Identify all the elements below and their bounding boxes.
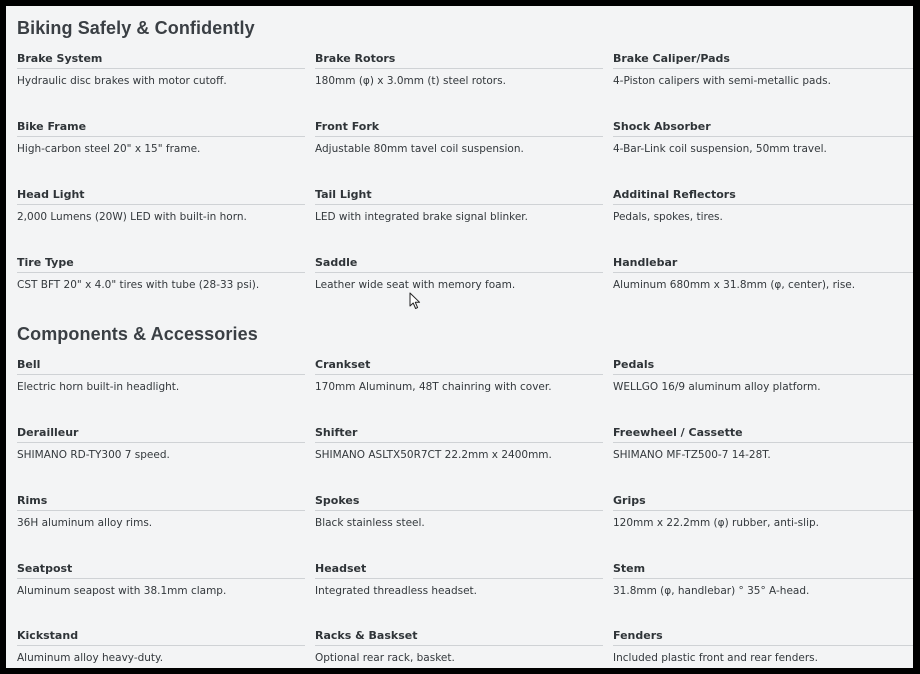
spec-value: Aluminum seapost with 38.1mm clamp. xyxy=(17,585,227,597)
spec-label: Bike Frame xyxy=(17,120,305,137)
spec-label: Tire Type xyxy=(17,256,305,273)
spec-grips xyxy=(613,494,913,529)
spec-label: Saddle xyxy=(315,256,603,273)
spec-value: 120mm x 22.2mm (φ) rubber, anti-slip. xyxy=(613,517,819,529)
spec-reflectors xyxy=(613,188,913,223)
spec-label: Brake Rotors xyxy=(315,52,603,69)
spec-label: Shock Absorber xyxy=(613,120,913,137)
spec-value: Pedals, spokes, tires. xyxy=(613,211,723,223)
spec-bike-frame xyxy=(17,120,305,155)
spec-spokes xyxy=(315,494,603,529)
spec-label: Racks & Baskset xyxy=(315,629,603,646)
spec-label: Shifter xyxy=(315,426,603,443)
spec-value: Aluminum 680mm x 31.8mm (φ, center), rise. xyxy=(613,279,856,291)
spec-value: Electric horn built-in headlight. xyxy=(17,381,180,393)
spec-label: Crankset xyxy=(315,358,603,375)
spec-head-light xyxy=(17,188,305,223)
spec-value: Black stainless steel. xyxy=(315,517,425,529)
spec-brake-rotors xyxy=(315,52,603,87)
spec-label: Brake System xyxy=(17,52,305,69)
spec-kickstand xyxy=(17,629,305,664)
spec-derailleur xyxy=(17,426,305,461)
spec-value: Leather wide seat with memory foam. xyxy=(315,279,516,291)
spec-crankset xyxy=(315,358,603,393)
spec-front-fork xyxy=(315,120,603,155)
spec-label: Kickstand xyxy=(17,629,305,646)
spec-bell xyxy=(17,358,305,393)
spec-seatpost xyxy=(17,562,305,597)
spec-label: Seatpost xyxy=(17,562,305,579)
spec-label: Handlebar xyxy=(613,256,913,273)
spec-label: Tail Light xyxy=(315,188,603,205)
spec-value: SHIMANO ASLTX50R7CT 22.2mm x 2400mm. xyxy=(315,449,552,461)
spec-value: 170mm Aluminum, 48T chainring with cover. xyxy=(315,381,552,393)
spec-freewheel xyxy=(613,426,913,461)
spec-panel xyxy=(6,6,913,668)
spec-value: Integrated threadless headset. xyxy=(315,585,477,597)
spec-tire-type xyxy=(17,256,305,291)
spec-label: Front Fork xyxy=(315,120,603,137)
spec-value: 36H aluminum alloy rims. xyxy=(17,517,153,529)
spec-value: Adjustable 80mm tavel coil suspension. xyxy=(315,143,524,155)
spec-brake-system xyxy=(17,52,305,87)
spec-rims xyxy=(17,494,305,529)
spec-value: CST BFT 20" x 4.0" tires with tube (28-33 psi). xyxy=(17,279,260,291)
spec-racks xyxy=(315,629,603,664)
spec-label: Rims xyxy=(17,494,305,511)
spec-value: WELLGO 16/9 aluminum alloy platform. xyxy=(613,381,821,393)
spec-label: Freewheel / Cassette xyxy=(613,426,913,443)
spec-label: Spokes xyxy=(315,494,603,511)
spec-headset xyxy=(315,562,603,597)
spec-tail-light xyxy=(315,188,603,223)
spec-shifter xyxy=(315,426,603,461)
spec-value: 2,000 Lumens (20W) LED with built-in horn. xyxy=(17,211,247,223)
spec-value: SHIMANO RD-TY300 7 speed. xyxy=(17,449,170,461)
spec-label: Bell xyxy=(17,358,305,375)
spec-value: 31.8mm (φ, handlebar) ° 35° A-head. xyxy=(613,585,810,597)
spec-stem xyxy=(613,562,913,597)
spec-saddle xyxy=(315,256,603,291)
mouse-cursor-icon xyxy=(409,292,421,310)
spec-value: 4-Bar-Link coil suspension, 50mm travel. xyxy=(613,143,827,155)
spec-fenders xyxy=(613,629,913,664)
spec-label: Additinal Reflectors xyxy=(613,188,913,205)
spec-value: Hydraulic disc brakes with motor cutoff. xyxy=(17,75,227,87)
spec-label: Derailleur xyxy=(17,426,305,443)
spec-value: SHIMANO MF-TZ500-7 14-28T. xyxy=(613,449,771,461)
spec-label: Stem xyxy=(613,562,913,579)
spec-value: 180mm (φ) x 3.0mm (t) steel rotors. xyxy=(315,75,506,87)
spec-value: High-carbon steel 20" x 15" frame. xyxy=(17,143,201,155)
section-title-safety: Biking Safely & Confidently xyxy=(17,18,255,38)
spec-handlebar xyxy=(613,256,913,291)
spec-label: Head Light xyxy=(17,188,305,205)
spec-value: 4-Piston calipers with semi-metallic pads. xyxy=(613,75,831,87)
spec-value: LED with integrated brake signal blinker. xyxy=(315,211,528,223)
spec-value: Optional rear rack, basket. xyxy=(315,652,455,664)
spec-value: Included plastic front and rear fenders. xyxy=(613,652,818,664)
spec-brake-caliper xyxy=(613,52,913,87)
spec-label: Brake Caliper/Pads xyxy=(613,52,913,69)
spec-label: Fenders xyxy=(613,629,913,646)
spec-label: Grips xyxy=(613,494,913,511)
spec-shock-absorber xyxy=(613,120,913,155)
spec-value: Aluminum alloy heavy-duty. xyxy=(17,652,164,664)
section-title-components: Components & Accessories xyxy=(17,324,258,344)
spec-pedals xyxy=(613,358,913,393)
spec-label: Headset xyxy=(315,562,603,579)
spec-label: Pedals xyxy=(613,358,913,375)
